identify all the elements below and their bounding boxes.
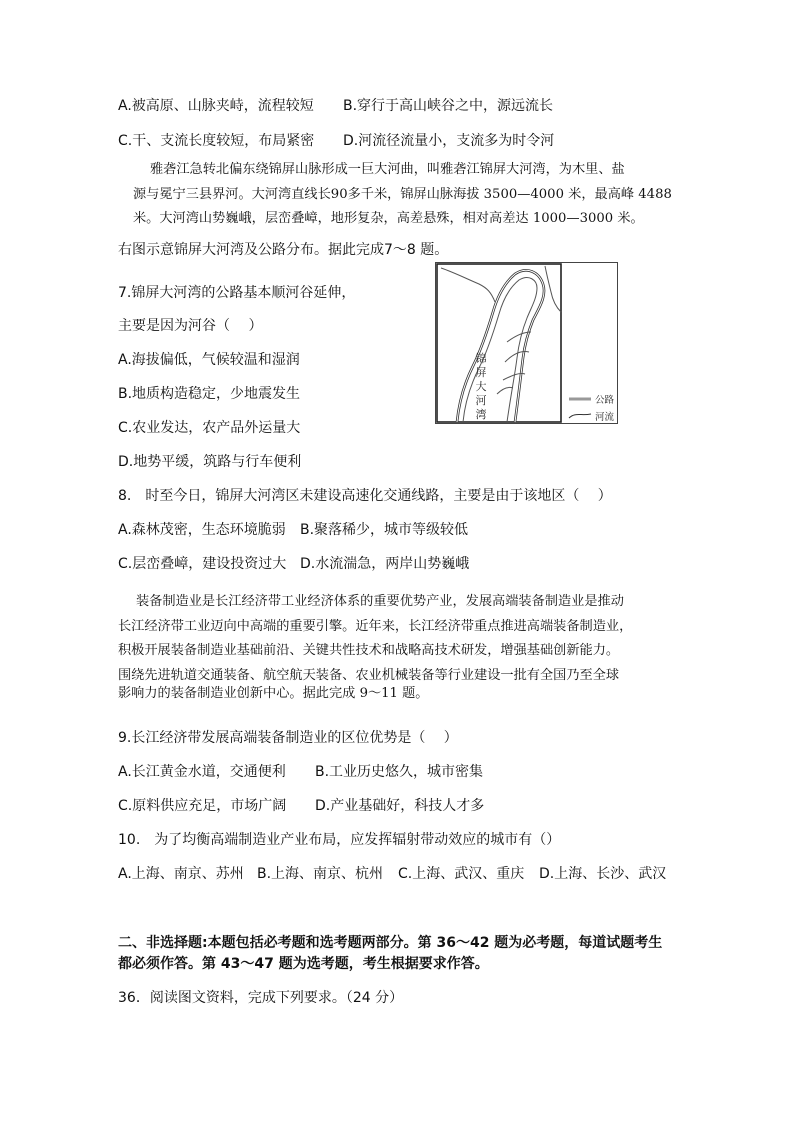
- q6-option-a: A.被高原、山脉夹峙，流程较短: [118, 98, 314, 114]
- q10-option-d: D.上海、长沙、武汉: [539, 866, 667, 882]
- q9-option-b: B.工业历史悠久，城市密集: [315, 764, 484, 780]
- q36-stem: 36．阅读图文资料，完成下列要求。（24 分）: [118, 990, 404, 1006]
- q6-option-c: C.干、支流长度较短，布局紧密: [118, 133, 315, 149]
- q7-stem: 7.锦屏大河湾的公路基本顺河谷延伸，: [118, 285, 356, 301]
- section-two-heading: 二、非选择题:本题包括必考题和选考题两部分。第 36～42 题为必考题，每道试题考生: [118, 935, 663, 951]
- q8-option-c: C.层峦叠嶂，建设投资过大: [118, 556, 287, 572]
- map-label-char: 河: [475, 394, 487, 407]
- legend-river-label: 河流: [595, 412, 615, 423]
- q10-option-b: B.上海、南京、杭州: [257, 866, 384, 882]
- passage-intro: 右图示意锦屏大河湾及公路分布。据此完成7～8 题。: [118, 242, 449, 258]
- q7-option-d: D.地势平缓，筑路与行车便利: [118, 454, 302, 470]
- q7-option-c: C.农业发达，农产品外运量大: [118, 420, 301, 436]
- map-label-char: 屏: [475, 366, 487, 379]
- passage-line: 雅砻江急转北偏东绕锦屏山脉形成一巨大河曲，叫雅砻江锦屏大河湾，为木里、盐: [150, 162, 625, 177]
- passage-line: 米。大河湾山势巍峨，层峦叠嶂，地形复杂，高差悬殊，相对高差达 1000—3000 米。: [133, 211, 644, 226]
- passage-intro: 影响力的装备制造业创新中心。据此完成 9～11 题。: [118, 686, 429, 701]
- passage-line: 装备制造业是长江经济带工业经济体系的重要优势产业，发展高端装备制造业是推动: [136, 594, 624, 609]
- jinping-bend-map: [435, 262, 621, 424]
- q10-option-a: A.上海、南京、苏州: [118, 866, 244, 882]
- q6-option-b: B.穿行于高山峡谷之中，源远流长: [343, 98, 554, 114]
- q8-option-a: A.森林茂密，生态环境脆弱: [118, 522, 286, 538]
- q10-option-c: C.上海、武汉、重庆: [398, 866, 525, 882]
- q8-option-b: B.聚落稀少，城市等级较低: [300, 522, 469, 538]
- passage-line: 源与冕宁三县界河。大河湾直线长90多千米，锦屏山脉海拔 3500—4000 米，最高峰 4488: [133, 186, 672, 202]
- q8-stem: 8. 时至今日，锦屏大河湾区未建设高速化交通线路，主要是由于该地区（ ）: [118, 488, 612, 504]
- q9-option-a: A.长江黄金水道，交通便利: [118, 764, 286, 780]
- q7-stem-continued: 主要是因为河谷（ ）: [118, 318, 263, 334]
- passage-line: 围绕先进轨道交通装备、航空航天装备、农业机械装备等行业建设一批有全国乃至全球: [118, 667, 620, 683]
- section-two-heading-continued: 都必须作答。第 43～47 题为选考题，考生根据要求作答。: [118, 956, 489, 972]
- passage-jinping: [118, 158, 672, 232]
- map-label-char: 锦: [475, 352, 487, 365]
- map-label-char: 大: [475, 380, 487, 393]
- passage-line: 积极开展装备制造业基础前沿、关键共性技术和战略高技术研发，增强基础创新能力。: [118, 643, 620, 658]
- map-label: [476, 352, 487, 421]
- q7-option-a: A.海拔偏低，气候较温和湿润: [118, 352, 300, 368]
- q9-stem: 9.长江经济带发展高端装备制造业的区位优势是（ ）: [118, 730, 458, 746]
- q6-option-d: D.河流径流量小，支流多为时令河: [343, 133, 555, 149]
- passage-equipment-end: [118, 682, 429, 707]
- map-label-char: 湾: [475, 408, 487, 421]
- q9-option-d: D.产业基础好，科技人才多: [315, 798, 485, 814]
- legend-road-label: 公路: [595, 395, 615, 406]
- passage-line: 长江经济带工业迈向中高端的重要引擎。近年来，长江经济带重点推进高端装备制造业，: [118, 618, 633, 634]
- q10-stem: 10. 为了均衡高端制造业产业布局，应发挥辐射带动效应的城市有（）: [118, 832, 561, 848]
- q8-option-d: D.水流湍急，两岸山势巍峨: [300, 556, 470, 572]
- q9-option-c: C.原料供应充足，市场广阔: [118, 798, 287, 814]
- map-inner-frame: [437, 264, 561, 422]
- passage-equipment: [118, 590, 632, 688]
- q7-option-b: B.地质构造稳定，少地震发生: [118, 386, 301, 402]
